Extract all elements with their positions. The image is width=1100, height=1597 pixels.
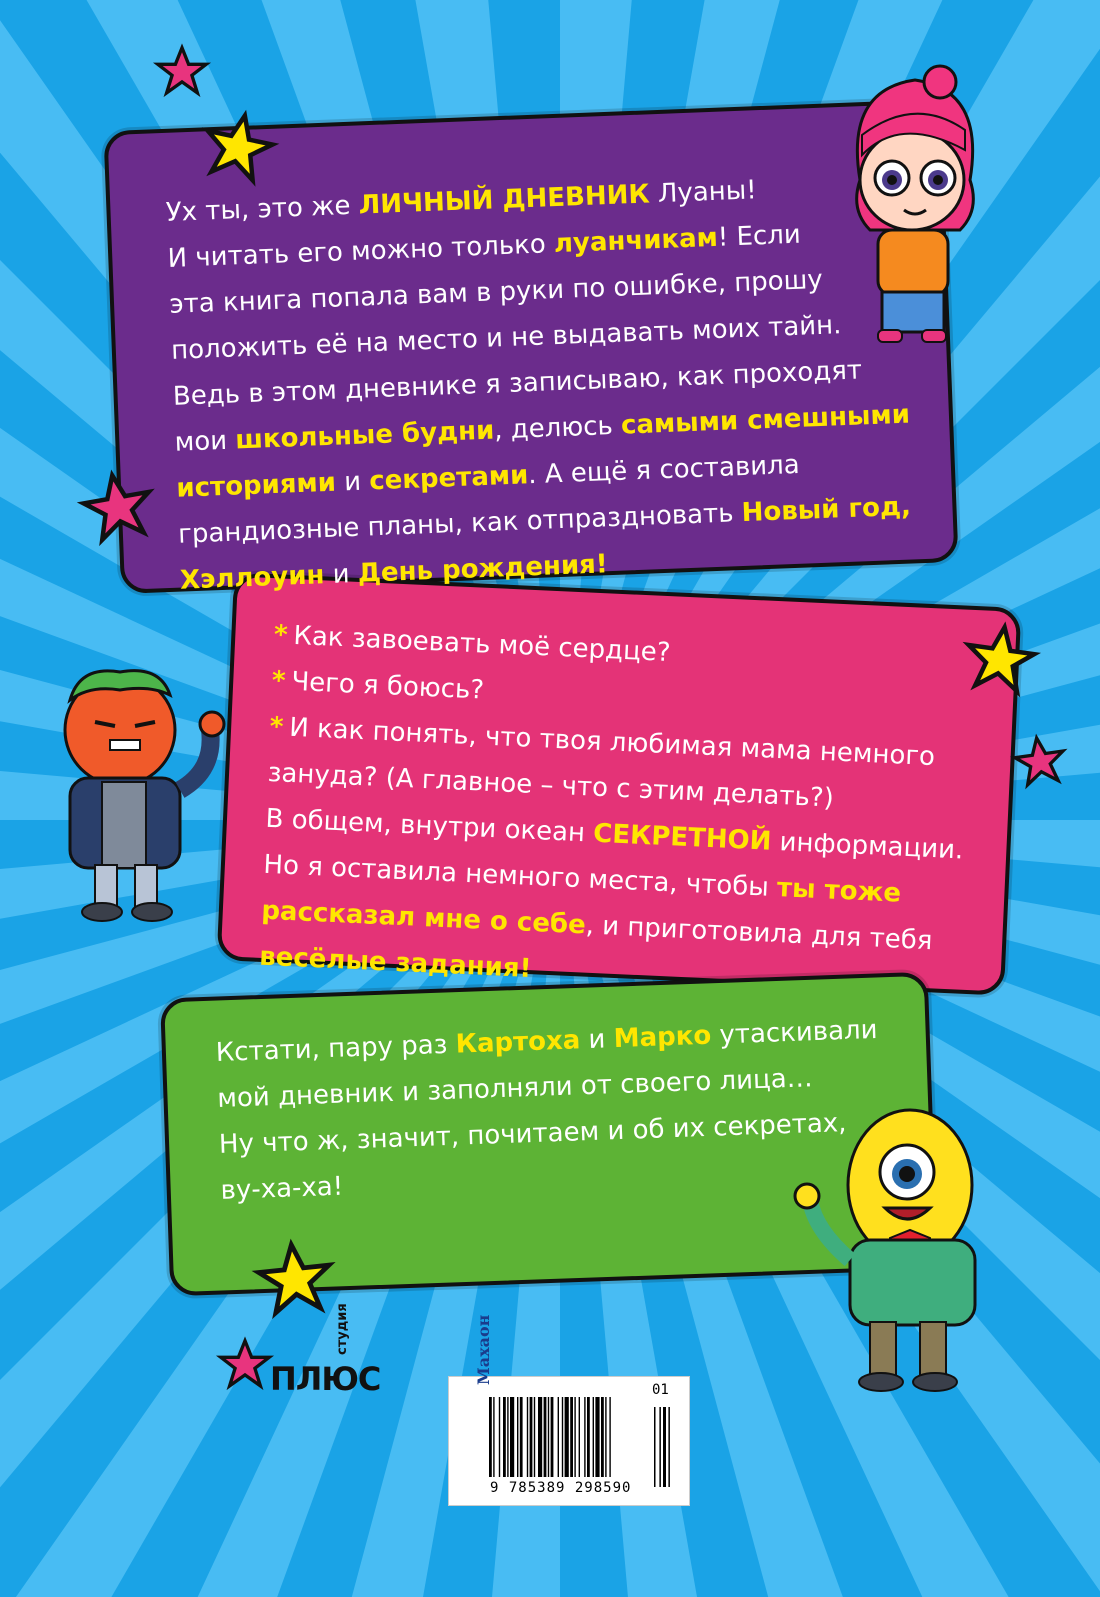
publisher-label <box>452 1385 478 1500</box>
body-text: И как понять, что твоя любимая мама немного <box>288 712 936 773</box>
body-text: , и приготовила для тебя <box>585 910 934 957</box>
highlight-text: секретами <box>368 460 529 497</box>
body-text: . А ещё я составила <box>527 449 801 491</box>
highlight-text: самыми смешными <box>620 399 911 441</box>
body-text: Ух ты, это же <box>165 190 360 228</box>
star-icon <box>80 470 156 542</box>
body-text: И читать его можно только <box>167 229 555 274</box>
star-icon <box>158 48 206 93</box>
body-text: мой дневник и заполняли от своего лица… <box>216 1063 814 1114</box>
body-text: ! Если <box>717 219 802 253</box>
body-text: В общем, внутри океан <box>264 803 594 849</box>
highlight-text: Марко <box>613 1020 712 1055</box>
body-text: Ведь в этом дневнике я записываю, как проходят <box>172 355 863 412</box>
highlight-text: День рождения! <box>357 549 609 589</box>
studio-plus-logo <box>270 1303 381 1398</box>
barcode-addon: 01 <box>652 1382 669 1398</box>
body-text: Но я оставила немного места, чтобы <box>262 849 778 904</box>
body-text: и <box>323 558 359 591</box>
body-text: Ну что ж, значит, почитаем и об их секретах, <box>218 1108 847 1160</box>
cyclops-character <box>785 1100 995 1400</box>
body-text: Кстати, пару раз <box>215 1029 457 1068</box>
body-text: утаскивали <box>710 1014 879 1051</box>
highlight-text: ты тоже <box>776 873 902 909</box>
star-icon <box>221 1341 269 1386</box>
highlight-text: Новый год, <box>741 491 912 529</box>
body-text: грандиозные планы, как отпраздновать <box>177 498 743 550</box>
highlight-text: школьные будни <box>234 415 495 456</box>
body-text: информации. <box>770 826 964 866</box>
barcode-number: 9 785389 298590 <box>490 1480 632 1496</box>
star-icon <box>256 1241 333 1314</box>
star-icon <box>1013 735 1067 786</box>
logo-small: студия <box>335 1303 350 1355</box>
body-text: положить её на место и не выдавать моих тайн. <box>170 310 842 366</box>
body-text: мои <box>174 425 236 458</box>
highlight-text: Картоха <box>455 1025 581 1060</box>
body-text: Луаны! <box>649 175 758 210</box>
highlight-text: весёлые задания! <box>258 941 533 984</box>
body-text: и <box>579 1024 615 1056</box>
tomato-character <box>40 660 240 930</box>
bullet-star: * <box>271 665 287 697</box>
highlight-text: историями <box>175 467 337 504</box>
logo-main: ПЛЮС <box>270 1360 381 1398</box>
bullet-star: * <box>273 619 289 651</box>
highlight-text: рассказал мне о себе <box>260 895 587 941</box>
body-text: и <box>335 466 370 498</box>
star-icon <box>963 623 1037 693</box>
highlight-text: Хэллоуин <box>179 560 326 596</box>
body-text: Чего я боюсь? <box>290 666 485 706</box>
highlight-text: луанчикам <box>553 222 719 260</box>
publisher-text <box>474 1384 493 1385</box>
highlight-text: СЕКРЕТНОЙ <box>592 818 773 857</box>
bullet-star: * <box>269 711 285 743</box>
body-text: ву-ха-ха! <box>220 1171 344 1206</box>
body-text: эта книга попала вам в руки по ошибке, прошу <box>168 264 824 320</box>
body-text: Как завоевать моё сердце? <box>292 620 672 668</box>
highlight-text: ЛИЧНЫЙ ДНЕВНИК <box>358 179 651 221</box>
body-text: , делюсь <box>493 410 622 446</box>
star-icon <box>200 109 277 183</box>
girl-character <box>840 60 990 360</box>
body-text: зануда? (А главное – что с этим делать?) <box>267 757 835 814</box>
